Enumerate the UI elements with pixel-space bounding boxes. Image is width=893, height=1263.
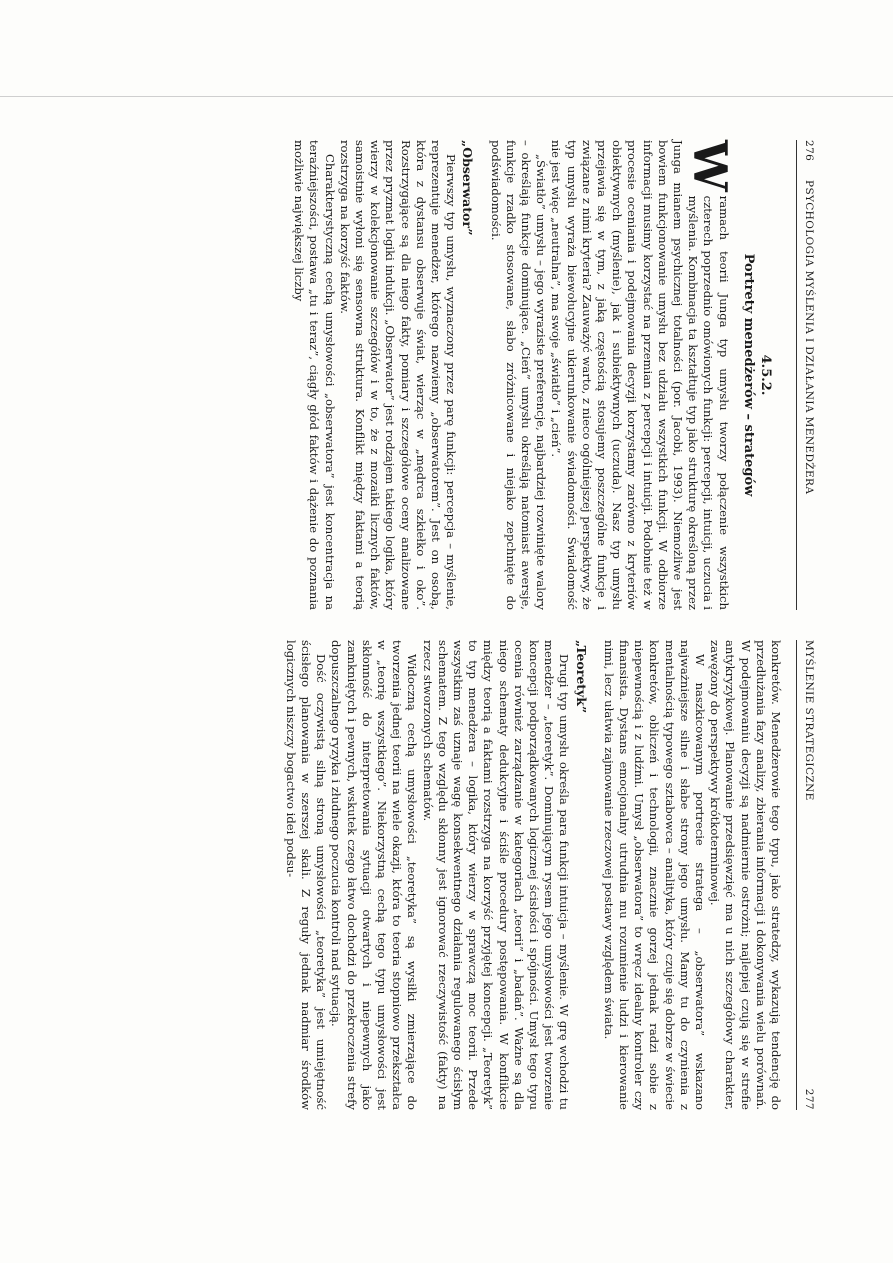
paragraph: „Światło” umysłu – jego wyraziste preferencje, najbardziej rozwinięte walory – określają funkcje dominujące. „Cień” umysłu określają natomiast awersje, funkcje rzadko stosowane, słabo zróżnicowane i niejako zepchnięte do podświadomości. xyxy=(488,140,549,610)
right-running-title: MYŚLENIE STRATEGICZNE xyxy=(803,640,815,801)
left-page-body xyxy=(291,140,783,610)
paragraph: W naszkicowanym portrecie stratega – „obserwatora” wskazano najważniejsze silne i słabe strony jego umysłu. Mamy tu do czynienia z mentalnością typowego sztabowca – analityka, który czuje się dobrze w świecie konkretów, obliczeń i technologii, znacznie gorzej jednak radzi sobie z niepewnością i z ludźmi. Umysł „obserwatora” to wręcz idealny kontroler czy finansista. Dystans emocjonalny utrudnia mu rozumienie ludzi i kierowanie nimi, lecz ułatwia zajmowanie rzeczowej postawy względem świata. xyxy=(601,640,707,1110)
paragraph: Widoczną cechą umysłowości „teoretyka” są wysiłki zmierzające do tworzenia jednej teorii na wiele okazji, która to teoria stopniowo przekształca w „teorię wszystkiego”. Niekorzystną cechą tego typu umysłowości jest skłonność do interpretowania sytuacji otwartych i niepewnych jako zamkniętych i pewnych, wskutek czego łatwo dochodzi do przekroczenia strefy dopuszczalnego ryzyka i złudnego poczucia kontroli nad sytuacją. xyxy=(329,640,420,1110)
right-page-number: 277 xyxy=(803,1088,815,1110)
dropcap-letter: W xyxy=(682,140,737,192)
section-number: 4.5.2. xyxy=(758,354,773,396)
section-title: Portrety menedżerów – strategów xyxy=(740,253,756,497)
paragraph: konkretów. Menedżerowie tego typu, jako stratedzy, wykazują tendencję do przedłużania fazy analizy, zbierania informacji i dokonywania wielu porównań. W podejmowaniu decyzji są nadmiernie ostrożni; najlepiej czują się w strefie antykryzykowej. Planowanie przedsięwzięć ma u nich szczegółowy charakter, zawężony do perspektywy krótkoterminowej. xyxy=(708,640,783,1110)
paragraph: Charakterystyczną cechą umysłowości „obserwatora” jest koncentracja na teraźniejszości, postawa „tu i teraz”, ciągły głód faktów i dążenie do poznania możliwie największej liczby xyxy=(292,140,337,610)
left-running-title: PSYCHOLOGIA MYŚLENIA I DZIAŁANIA MENEDŻERA xyxy=(803,180,815,495)
paragraph: Drugi typ umysłu określa para funkcji intuicja – myślenie. W grę wchodzi tu menedżer – „teoretyk”. Dominującym rysem jego umysłowości jest tworzenie koncepcji podporządkowanych logicznej ścisłości i spójności. Umysł tego typu ocenia również zarządzanie w kategoriach „teorii” i „badań”. Ważne są dla niego schematy dedukcyjne i ściśle procedury postępowania. W konflikcie między teorią a faktami rozstrzyga na korzyść przyjętej koncepcji. „Teoretyk” to typ menedżera – logika, który wierzy w sprawczą moc teorii. Przede wszystkim zaś uznaje wagę konsekwentnego działania regulowanego ścisłym schematem. Z tego względu skłonny jest ignorować rzeczywistość (fakty) na rzecz stworzonych schematów. xyxy=(420,640,572,1110)
right-header-rule xyxy=(796,640,797,1110)
left-header-rule xyxy=(796,140,797,610)
paragraph: Dość oczywistą silną stroną umysłowości „teoretyka” jest umiejętność ścisłego planowania w szerszej skali. Z reguły jednak nadmiar środków logicznych niszczy bogactwo idei podsu- xyxy=(283,640,329,1110)
left-page-number: 276 xyxy=(803,140,815,162)
intro-paragraph xyxy=(548,140,737,610)
subheading-teoretyk: „Teoretyk” xyxy=(573,640,589,714)
right-page-body xyxy=(283,640,784,1110)
subheading-obserwator: „Obserwator” xyxy=(460,140,476,236)
intro-paragraph-text: ramach teorii Junga typ umysłu tworzy połączenie wszystkich czterech poprzednio omówionych funkcji: percepcji, intuicji, uczucia i myślenia. Kombinacja ta kształtuje typ jako strukturę określoną przez Junga mianem psychicznej totalności (por. Jacobi, 1993). Niemożliwe jest bowiem funkcjonowanie umysłu bez udziału wszystkich funkcji. W odbiorze informacji musimy korzystać na przemian z percepcji i intuicji. Podobnie też w procesie oceniania i podejmowania decyzji korzystamy zarówno z kryteriów obiektywnych (myślenie), jak i subiektywnych (uczuda). Nasz typ umysłu przejawia się w tym, z jaką częstością stosujemy poszczególne funkcje i związane z nimi kryteria? Zauważyć warto, z nieco ogólniejszej perspektywy, że typ umysłu wyraża biewołucyjne ukierunkowanie świadomości. Świadomość nie jest więc „neutralna”, ma swoje „światło” i „cień”. xyxy=(549,140,731,610)
paragraph: Pierwszy typ umysłu, wyznaczony przez parę funkcji: percepcja – myślenie, reprezentuje menedżer, którego nazwiemy „obserwatorem”. Jest on osobą, która z dystansu obserwuje świat, wierząc w „mędrca szkiełko i oko”. Rozstrzygające są dla niego fakty, pomiary i szczegółowe oceny analizowane przez pryzmat logiki indukcji. „Obserwator” jest rodzajem takiego logika, który wierzy w kolekcjonowanie szczegółów i w to, że z mozaiki licznych faktów, samoistnie wyłoni się sensowna struktura. Konflikt między faktami a teorią rozstrzyga na korzyść faktów. xyxy=(337,140,459,610)
